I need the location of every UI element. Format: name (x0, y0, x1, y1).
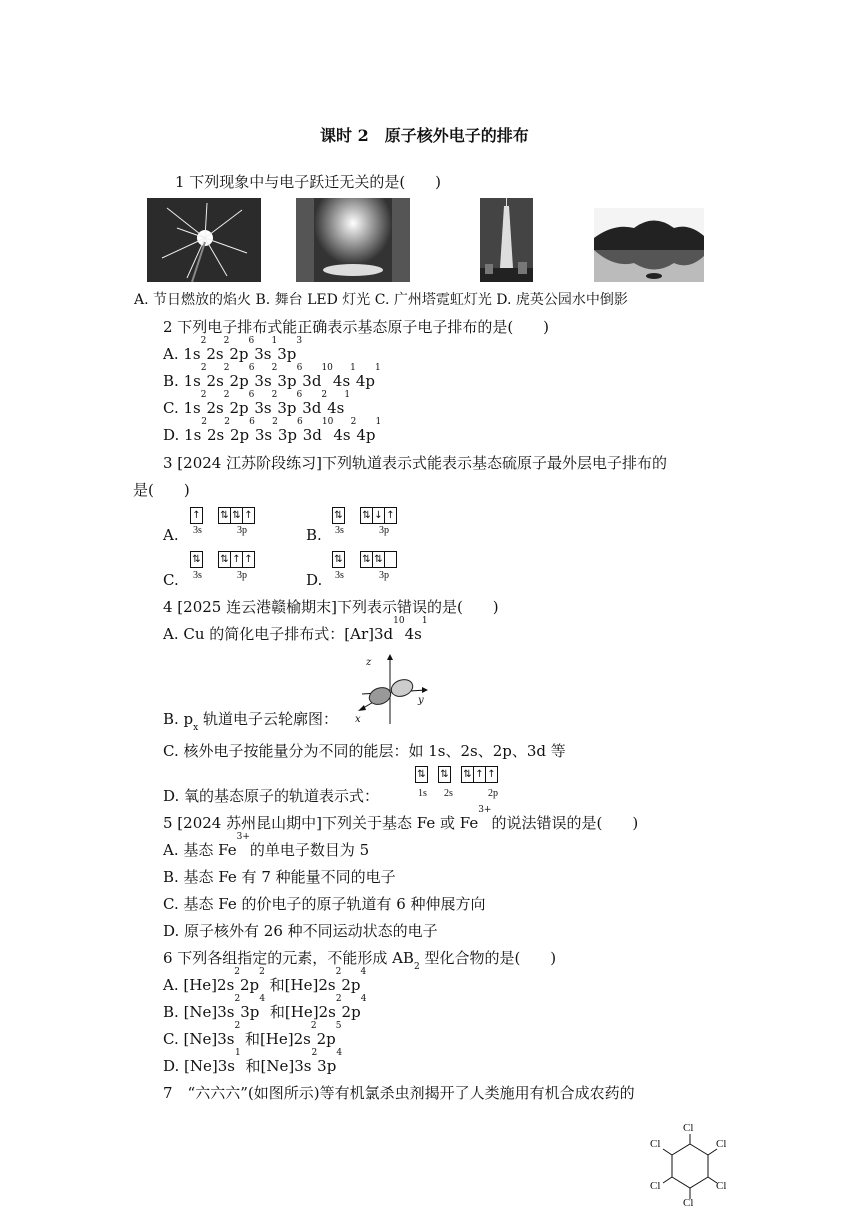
q4-option-c: C. 核外电子按能量分为不同的能层：如 1s、2s、2p、3d 等 (163, 742, 566, 760)
q2-stem: 2 下列电子排布式能正确表示基态原子电子排布的是( ) (163, 318, 550, 336)
q4-option-b: B. px 轨道电子云轮廓图： (163, 710, 339, 733)
q3-c-orbital: ⇅ ⇅ ↑ ↑ (190, 551, 255, 568)
cl-upper-left: Cl (650, 1138, 661, 1150)
q3-stem: 3 [2024 江苏阶段练习]下列轨道表示式能表示基态硫原子最外层电子排布的 (163, 454, 667, 472)
park-reflection-photo (594, 208, 704, 282)
q2-option-b: B. $1s^22s^22p^63s^23p^63d^{10}4s^14p^1$ (163, 363, 381, 390)
q4-option-a: A. Cu 的简化电子排布式：$[Ar]3d^{10}4s^1$ (163, 616, 428, 643)
cl-top: Cl (683, 1122, 694, 1134)
q3-stem-cont: 是( ) (133, 481, 190, 499)
q6-option-c: C. $[Ne]3s^2$ 和$[He]2s^22p^5$ (163, 1021, 342, 1048)
q6-stem: 6 下列各组指定的元素，不能形成 AB2 型化合物的是( ) (163, 949, 557, 972)
q6-option-d: D. $[Ne]3s^1$ 和$[Ne]3s^23p^4$ (163, 1048, 343, 1075)
q7-stem: 7 “六六六”(如图所示)等有机氯杀虫剂揭开了人类施用有机合成农药的 (163, 1084, 635, 1102)
q5-option-c: C. 基态 Fe 的价电子的原子轨道有 6 种伸展方向 (163, 895, 486, 913)
q3-b-orbital: ⇅ ⇅ ↓ ↑ (332, 507, 397, 524)
q5-option-d: D. 原子核外有 26 种不同运动状态的电子 (163, 922, 438, 940)
cl-lower-right: Cl (716, 1180, 727, 1192)
q2-option-d: D. $1s^22s^22p^63s^23p^63d^{10}4s^24p^1$ (163, 417, 382, 444)
px-orbital-diagram (352, 652, 432, 726)
page-title: 课时 2 原子核外电子的排布 (320, 126, 529, 145)
q5-stem: 5 [2024 苏州昆山期中]下列关于基态 Fe 或 $Fe^{3+}$的说法错误的是( ) (163, 805, 639, 832)
q3-a-orbital: ↑ ⇅ ⇅ ↑ (190, 507, 255, 524)
cl-bottom: Cl (683, 1197, 694, 1209)
q3-option-b: B. (306, 526, 322, 544)
q4-d-orbital: ⇅ ⇅ ⇅ ↑ ↑ (415, 766, 498, 783)
q4-stem: 4 [2025 连云港赣榆期末]下列表示错误的是( ) (163, 598, 499, 616)
sparkler-photo (147, 198, 261, 282)
q1-options: A. 节日燃放的焰火 B. 舞台 LED 灯光 C. 广州塔霓虹灯光 D. 虎英公园水中倒影 (134, 292, 628, 308)
q3-option-c: C. (163, 571, 179, 589)
q3-option-d: D. (306, 571, 323, 589)
q2-option-c: C. $1s^22s^22p^63s^23p^63d^24s^1$ (163, 390, 351, 417)
q3-option-a: A. (163, 526, 179, 544)
q3-d-orbital: ⇅ ⇅ ⇅ (332, 551, 397, 568)
q2-option-a: A. $1s^22s^22p^63s^13p^3$ (163, 336, 303, 363)
q6-option-a: A. $[He]2s^22p^2$ 和$[He]2s^22p^4$ (163, 967, 367, 994)
stage-light-photo (296, 198, 410, 282)
q4-option-d: D. 氧的基态原子的轨道表示式： (163, 787, 380, 805)
cl-upper-right: Cl (716, 1138, 727, 1150)
cl-lower-left: Cl (650, 1180, 661, 1192)
canton-tower-photo (480, 198, 533, 282)
q1-stem: 1 下列现象中与电子跃迁无关的是( ) (175, 173, 442, 191)
q5-option-a: A. 基态 $Fe^{3+}$的单电子数目为 5 (163, 832, 370, 859)
q5-option-b: B. 基态 Fe 有 7 种能量不同的电子 (163, 868, 396, 886)
q6-option-b: B. $[Ne]3s^23p^4$ 和$[He]2s^22p^4$ (163, 994, 367, 1021)
